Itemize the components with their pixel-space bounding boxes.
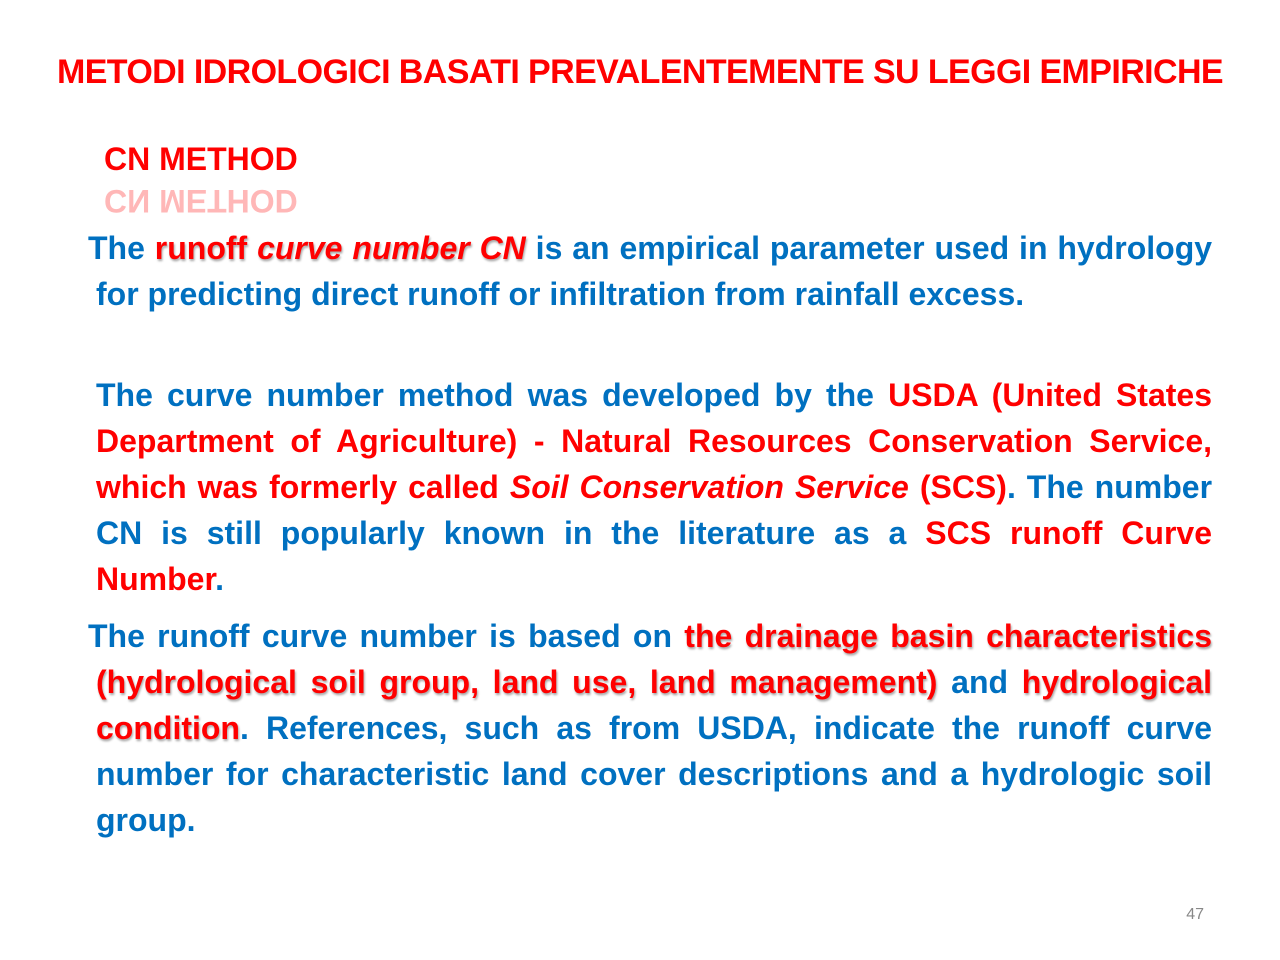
p2-highlight-scs-curve-number: SCS runoff Curve Number — [96, 515, 1213, 597]
paragraph-definition — [88, 225, 1213, 317]
p1-text-2: is an empirical parameter used in hydrology for predicting direct runoff or infiltration from rainfall excess. — [96, 230, 1213, 312]
subtitle-block — [104, 138, 364, 219]
paragraph-basis — [88, 613, 1213, 843]
slide-subtitle: CN METHOD — [104, 141, 298, 177]
p3-text-3: . References, such as from USDA, indicate the runoff curve number for characteristic land cover descriptions and a hydrologic soil group. — [96, 710, 1212, 838]
paragraph-origin — [96, 372, 1212, 602]
subtitle-reflection-text: CN METHOD — [104, 183, 298, 219]
p1-text-1: The — [88, 230, 155, 266]
p3-highlight-hydrological-condition: hydrological condition — [96, 664, 1213, 746]
p2-highlight-scs: (SCS) — [908, 469, 1007, 505]
p2-highlight-scs-italic: Soil Conservation Service — [509, 469, 909, 505]
p3-text-1: The runoff curve number is based on — [88, 618, 685, 654]
slide-title: METODI IDROLOGICI BASATI PREVALENTEMENTE SU LEGGI EMPIRICHE — [56, 53, 1223, 91]
p1-highlight-curve-number: curve number CN — [257, 230, 526, 266]
p2-text-2: . The number CN is still popularly known in the literature as a — [96, 469, 1213, 551]
p2-text-1: The curve number method was developed by the — [96, 377, 889, 413]
p3-highlight-basin-characteristics: the drainage basin characteristics (hydrological soil group, land use, land management) — [96, 618, 1213, 700]
p1-highlight-runoff: runoff — [154, 230, 258, 266]
page-number: 47 — [1186, 906, 1204, 923]
p3-text-2: and — [937, 664, 1022, 700]
p2-highlight-usda: USDA (United States Department of Agriculture) - Natural Resources Conservation Service, which was formerly called — [96, 377, 1213, 505]
p2-text-3: . — [215, 561, 225, 597]
